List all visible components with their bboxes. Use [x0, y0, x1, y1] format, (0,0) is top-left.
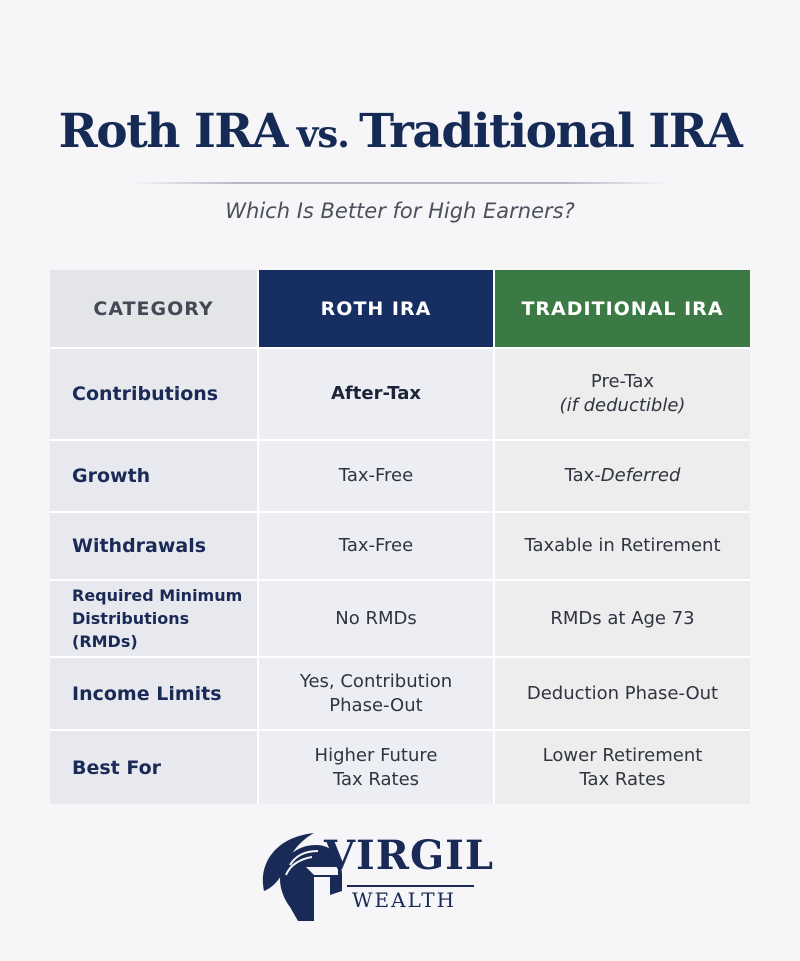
- title-divider: [130, 182, 670, 184]
- header-category: CATEGORY: [50, 270, 257, 347]
- page-subtitle: Which Is Better for High Earners?: [225, 199, 575, 223]
- traditional-best-for-line1: Lower Retirement: [542, 744, 703, 766]
- category-rmds-line1: Required Minimum: [72, 586, 243, 605]
- row-category-contributions: Contributions: [50, 349, 257, 439]
- header-roth-ira: ROTH IRA: [259, 270, 493, 347]
- page-title: [0, 104, 800, 159]
- traditional-growth-emph: Deferred: [600, 465, 681, 486]
- row-traditional-withdrawals: Taxable in Retirement: [495, 513, 750, 579]
- roth-income-limits-line2: Phase-Out: [329, 694, 423, 716]
- brand-subname: WEALTH: [352, 888, 457, 912]
- row-traditional-rmds: RMDs at Age 73: [495, 581, 750, 656]
- row-category-best-for: Best For: [50, 731, 257, 804]
- row-roth-rmds: No RMDs: [259, 581, 493, 656]
- comparison-table: [50, 270, 750, 804]
- traditional-best-for-line2: Tax Rates: [579, 768, 666, 790]
- brand-divider: [347, 885, 474, 887]
- traditional-contributions-line1: Pre-Tax: [590, 371, 655, 392]
- traditional-contributions-line2: (if deductible): [559, 395, 686, 416]
- title-traditional: Traditional IRA: [359, 104, 742, 159]
- roth-best-for-line2: Tax Rates: [332, 768, 420, 790]
- row-roth-best-for: [259, 731, 493, 804]
- row-roth-income-limits: [259, 658, 493, 729]
- roth-income-limits-line1: Yes, Contribution: [299, 670, 453, 692]
- row-roth-withdrawals: Tax-Free: [259, 513, 493, 579]
- category-rmds-line2: Distributions (RMDs): [72, 609, 190, 651]
- traditional-growth-prefix: Tax-: [564, 465, 601, 486]
- row-traditional-best-for: [495, 731, 750, 804]
- row-category-rmds: [50, 581, 257, 656]
- roth-best-for-line1: Higher Future: [314, 744, 438, 766]
- row-roth-contributions: After-Tax: [259, 349, 493, 439]
- row-category-growth: Growth: [50, 441, 257, 511]
- row-roth-growth: Tax-Free: [259, 441, 493, 511]
- row-category-withdrawals: Withdrawals: [50, 513, 257, 579]
- title-roth: Roth IRA: [58, 104, 287, 159]
- row-traditional-contributions: [495, 349, 750, 439]
- brand-name: VIRGIL: [324, 832, 494, 879]
- title-vs: vs.: [296, 112, 350, 156]
- row-category-income-limits: Income Limits: [50, 658, 257, 729]
- row-traditional-income-limits: Deduction Phase-Out: [495, 658, 750, 729]
- row-traditional-growth: [495, 441, 750, 511]
- header-traditional-ira: TRADITIONAL IRA: [495, 270, 750, 347]
